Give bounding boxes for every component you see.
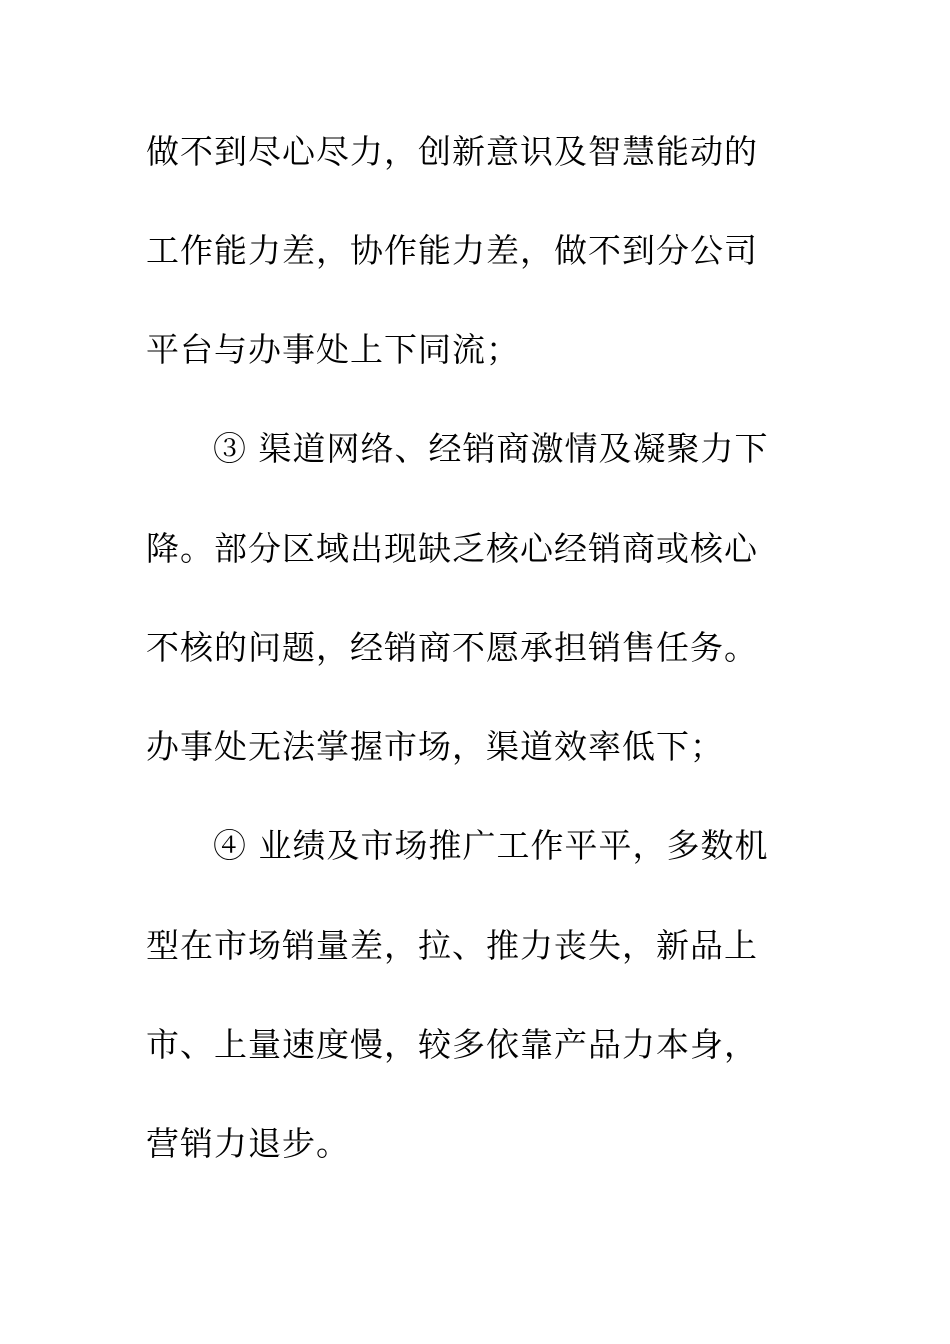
text-line-7: 办事处无法掌握市场，渠道效率低下； — [146, 727, 724, 766]
text-line-10: 市、上量速度慢，较多依靠产品力本身， — [146, 1025, 758, 1064]
text-line-2: 工作能力差，协作能力差，做不到分公司 — [146, 231, 758, 270]
text-line-8-item-4: ④ 业绩及市场推广工作平平，多数机 — [213, 826, 769, 865]
text-line-4-item-3: ③ 渠道网络、经销商激情及凝聚力下 — [213, 429, 769, 468]
text-line-9: 型在市场销量差，拉、推力丧失，新品上 — [146, 926, 758, 965]
text-line-3: 平台与办事处上下同流； — [146, 330, 520, 369]
text-line-11: 营销力退步。 — [146, 1124, 350, 1163]
text-line-5: 降。部分区域出现缺乏核心经销商或核心 — [146, 529, 758, 568]
text-line-6: 不核的问题，经销商不愿承担销售任务。 — [146, 628, 758, 667]
text-line-1: 做不到尽心尽力，创新意识及智慧能动的 — [146, 132, 758, 171]
